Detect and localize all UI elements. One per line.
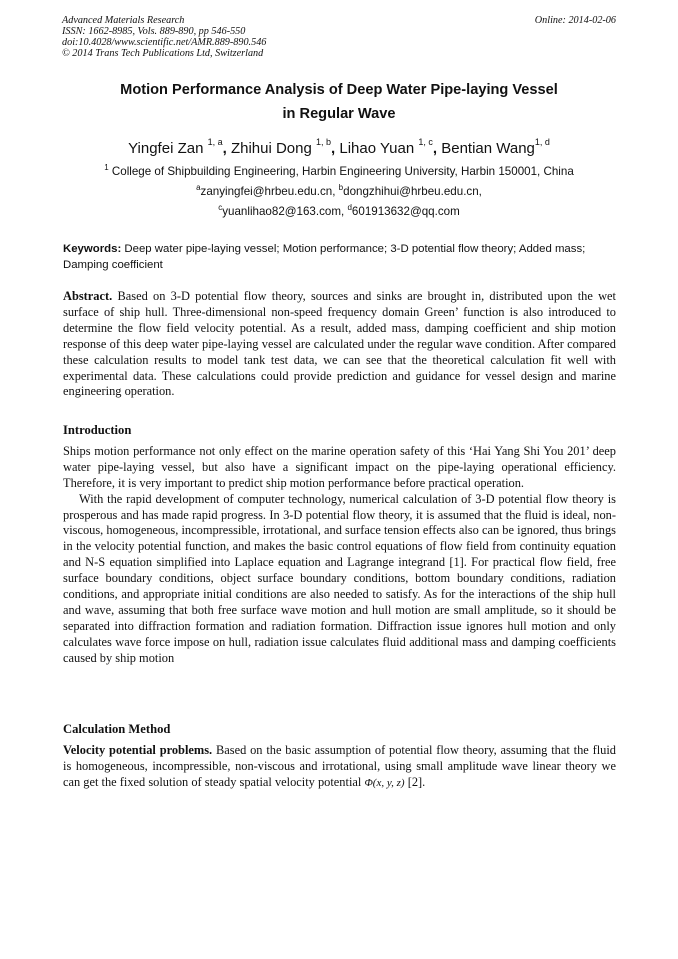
author-sup: 1, d	[534, 137, 550, 147]
keywords-label: Keywords:	[63, 243, 122, 255]
journal-name: Advanced Materials Research	[62, 15, 185, 26]
affiliation-text: College of Shipbuilding Engineering, Harbin Engineering University, Harbin 150001, China	[111, 165, 574, 178]
email-sup: d	[347, 203, 352, 213]
paragraph	[63, 743, 616, 792]
email: zanyingfei@hrbeu.edu.cn,	[200, 185, 336, 198]
paragraph-text: Based on the basic assumption of potential flow theory, assuming that the fluid is homogeneous, incompressible, non-viscous and irrotational, using small amplitude wave linear theory we can get the fixed solution of steady spatial velocity potential	[63, 742, 616, 789]
doi-line: doi:10.4028/www.scientific.net/AMR.889-890.546	[62, 37, 267, 48]
subheading: Velocity potential problems.	[63, 742, 213, 757]
keywords	[63, 241, 616, 273]
section-heading: Introduction	[63, 423, 132, 437]
paragraph: With the rapid development of computer technology, numerical calculation of 3-D potential flow theory is prosperous and has made rapid progress. In 3-D potential flow theory, it is assumed that the fluid is ideal, non-viscous, homogeneous, incompressible, irrotational, and surface tension effects also can be ignored, thus brings in the velocity potential function, and makes the basic control equations of flow field from continuity equation and N-S equation simplified into Laplace equation and Lagrange integrand [1]. For practical flow field, free surface boundary conditions, object surface boundary conditions, bottom boundary conditions, radiation conditions, and appropriate initial conditions are also needed to satisfy. As for the interactions of the ship hull and wave, assuming that both free surface wave motion and hull motion are small amplitude, so it should be separated into diffraction formation and radiation formation. Diffraction issue ignores hull motion and only calculates wave force impose on hull, radiation issue calculates fluid additional mass and damping coefficients caused by ship motion	[63, 491, 616, 665]
section-heading: Calculation Method	[63, 722, 171, 736]
email-sup: b	[338, 183, 344, 193]
email-sup: c	[218, 203, 223, 213]
author-sup: 1, b	[316, 137, 332, 147]
affiliation-block	[40, 162, 638, 222]
abstract-text: Based on 3-D potential flow theory, sources and sinks are brought in, distributed upon the wet surface of ship hull. Three-dimensional non-speed frequency domain Green’ function is also introduced to determine the flow field velocity potential. As a result, added mass, damping coefficient and ship motion response of this deep water pipe-laying vessel are calculated under the regular wave condition. After compared these calculation results to model tank test data, we can see that the theoretical calculation fit well with experimental data. These calculations could provide prediction and guidance for vessel design and marine engineering operation.	[63, 289, 616, 399]
method-section	[63, 722, 616, 792]
affiliation-sup: 1	[104, 163, 109, 173]
copyright-line: © 2014 Trans Tech Publications Ltd, Switzerland	[62, 48, 264, 59]
citation: [2].	[407, 774, 426, 789]
formula: Φ(x, y, z)	[364, 776, 405, 789]
paragraph: Ships motion performance not only effect on the marine operation safety of this ‘Hai Yang Shi You 201’ deep water pipe-laying vessel, but also have a significant impact on the pipe-laying operational efficiency. Therefore, it is very important to predict ship motion performance before practical operation.	[63, 443, 616, 490]
author-name: Zhihui Dong	[230, 140, 312, 157]
abstract-label: Abstract.	[63, 289, 113, 303]
title-line-2: in Regular Wave	[282, 106, 396, 122]
keywords-text: Deep water pipe-laying vessel; Motion performance; 3-D potential flow theory; Added mass; Damping coefficient	[63, 243, 586, 271]
paper-title	[40, 78, 638, 126]
author-name: Yingfei Zan	[128, 140, 204, 157]
abstract	[63, 289, 616, 400]
email: dongzhihui@hrbeu.edu.cn,	[343, 185, 482, 198]
title-line-1: Motion Performance Analysis of Deep Water Pipe-laying Vessel	[120, 82, 558, 98]
author-name: Lihao Yuan	[339, 140, 415, 157]
email-line-1	[40, 182, 638, 202]
introduction-section	[63, 423, 616, 667]
author-sup: 1, c	[418, 137, 433, 147]
journal-header	[62, 15, 616, 59]
author-sup: 1, a	[207, 137, 223, 147]
author-list: Yingfei Zan $^{1, a}$, Zhihui Dong $^{1, b}$, Lihao Yuan $^{1, c}$, Bentian Wang$^{1, d}$	[128, 137, 550, 157]
author-name: Bentian Wang	[441, 140, 535, 157]
email: 601913632@qq.com	[351, 205, 460, 218]
email-line-2	[40, 202, 638, 222]
issn-line: ISSN: 1662-8985, Vols. 889-890, pp 546-550	[62, 26, 246, 37]
affiliation	[40, 162, 638, 182]
email-sup: a	[196, 183, 201, 193]
email: yuanlihao82@163.com,	[222, 205, 345, 218]
online-date: Online: 2014-02-06	[534, 15, 616, 26]
